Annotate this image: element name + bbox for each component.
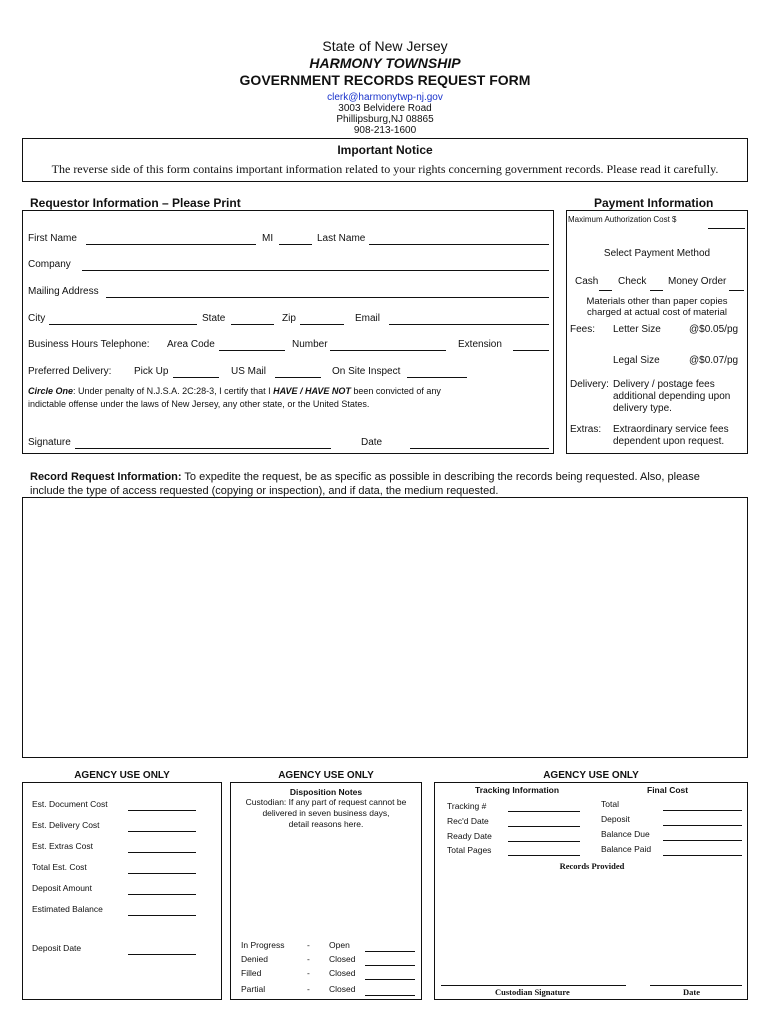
important-notice-box xyxy=(22,138,748,182)
extras-fee-label: Extras: xyxy=(570,424,602,435)
cost-item-label: Deposit Amount xyxy=(32,883,93,893)
number-label: Number xyxy=(292,339,328,350)
certification-text-a: : Under penalty of N.J.S.A. 2C:28-3, I certify that I xyxy=(73,386,274,396)
status-label: Denied xyxy=(241,954,268,964)
certification-text-line-2: indictable offense under the laws of New Jersey, any other state, or the United States. xyxy=(28,399,370,409)
area-code-label: Area Code xyxy=(167,339,215,350)
cash-field[interactable] xyxy=(599,290,612,291)
deposit-date-label: Deposit Date xyxy=(32,943,82,953)
status-field[interactable] xyxy=(365,951,415,952)
legal-size-label: Legal Size xyxy=(613,355,660,366)
status-result: Closed xyxy=(329,968,356,978)
mi-field[interactable] xyxy=(279,244,312,245)
notice-title: Important Notice xyxy=(337,143,433,157)
cash-label: Cash xyxy=(575,276,599,287)
status-dash: - xyxy=(307,968,310,978)
tracking-item-field[interactable] xyxy=(508,826,580,827)
date-field[interactable] xyxy=(410,448,549,449)
status-label: Partial xyxy=(241,984,266,994)
final-cost-label: Balance Paid xyxy=(601,844,652,854)
cost-item-field[interactable] xyxy=(128,915,196,916)
address-line-2: Phillipsburg,NJ 08865 xyxy=(336,114,434,125)
extension-field[interactable] xyxy=(513,350,549,351)
requestor-heading: Requestor Information – Please Print xyxy=(30,196,241,210)
company-field[interactable] xyxy=(82,270,549,271)
have-not-option[interactable]: HAVE NOT xyxy=(304,386,351,396)
disposition-note-3: detail reasons here. xyxy=(288,819,364,829)
final-cost-label: Total xyxy=(601,799,619,809)
state-field[interactable] xyxy=(231,324,274,325)
status-field[interactable] xyxy=(365,995,415,996)
record-request-text-2: include the type of access requested (copying or inspection), and if data, the medium requested. xyxy=(30,485,499,497)
company-label: Company xyxy=(28,259,71,270)
deposit-date-field[interactable] xyxy=(128,954,196,955)
cost-item-field[interactable] xyxy=(128,873,196,874)
have-option[interactable]: HAVE xyxy=(273,386,298,396)
status-field[interactable] xyxy=(365,965,415,966)
custodian-signature-label: Custodian Signature xyxy=(495,987,570,997)
max-auth-field[interactable] xyxy=(708,228,745,229)
cost-item-field[interactable] xyxy=(128,831,196,832)
status-dash: - xyxy=(307,940,310,950)
address-line-1: 3003 Belvidere Road xyxy=(338,103,432,114)
tracking-item-field[interactable] xyxy=(508,811,580,812)
delivery-text-1: Delivery / postage fees xyxy=(613,379,715,390)
max-auth-label: Maximum Authorization Cost $ xyxy=(568,215,677,224)
disposition-notes-title: Disposition Notes xyxy=(289,787,363,797)
phone-number: 908-213-1600 xyxy=(353,125,417,136)
us-mail-label: US Mail xyxy=(231,366,267,377)
requestor-info-box xyxy=(22,210,554,454)
custodian-signature-field[interactable] xyxy=(441,985,626,986)
record-request-text-1: To expedite the request, be as specific as possible in describing the records being requested. Also, please xyxy=(181,471,700,483)
custodian-date-label: Date xyxy=(683,987,700,997)
business-phone-label: Business Hours Telephone: xyxy=(28,339,150,350)
tracking-item-field[interactable] xyxy=(508,855,580,856)
extension-label: Extension xyxy=(458,339,502,350)
cost-item-label: Est. Delivery Cost xyxy=(32,820,100,830)
cost-item-label: Est. Extras Cost xyxy=(32,841,93,851)
pick-up-label: Pick Up xyxy=(134,366,169,377)
phone-number-field[interactable] xyxy=(330,350,446,351)
email-label: Email xyxy=(355,313,381,324)
letter-size-price: @$0.05/pg xyxy=(689,324,739,335)
area-code-field[interactable] xyxy=(219,350,285,351)
mi-label: MI xyxy=(262,233,274,244)
tracking-item-label: Rec'd Date xyxy=(447,816,489,826)
agency-tracking-box xyxy=(434,782,748,1000)
custodian-date-field[interactable] xyxy=(650,985,742,986)
cost-item-label: Est. Document Cost xyxy=(32,799,108,809)
us-mail-field[interactable] xyxy=(275,377,321,378)
select-payment-label: Select Payment Method xyxy=(603,248,711,259)
final-cost-label: Balance Due xyxy=(601,829,650,839)
last-name-field[interactable] xyxy=(369,244,549,245)
tracking-item-label: Total Pages xyxy=(447,845,492,855)
slash-separator: / xyxy=(297,386,305,396)
city-label: City xyxy=(28,313,46,324)
record-request-intro xyxy=(30,471,700,483)
status-dash: - xyxy=(307,954,310,964)
notice-text: The reverse side of this form contains important information related to your rights concerning government records. Please read it carefully. xyxy=(51,162,719,176)
status-result: Closed xyxy=(329,984,356,994)
record-request-textarea[interactable] xyxy=(22,497,748,758)
final-cost-field[interactable] xyxy=(663,840,742,841)
state-title: State of New Jersey xyxy=(322,38,448,54)
first-name-label: First Name xyxy=(28,233,77,244)
status-dash: - xyxy=(307,984,310,994)
status-field[interactable] xyxy=(365,979,415,980)
extras-text-1: Extraordinary service fees xyxy=(613,424,729,435)
agency-title-1: AGENCY USE ONLY xyxy=(74,770,170,781)
pick-up-field[interactable] xyxy=(173,377,219,378)
on-site-field[interactable] xyxy=(407,377,467,378)
status-result: Closed xyxy=(329,954,356,964)
letter-size-label: Letter Size xyxy=(613,324,661,335)
final-cost-field[interactable] xyxy=(663,810,742,811)
signature-field[interactable] xyxy=(75,448,331,449)
last-name-label: Last Name xyxy=(317,233,366,244)
delivery-text-3: delivery type. xyxy=(613,403,672,414)
record-request-label: Record Request Information: xyxy=(30,471,182,483)
cost-item-label: Estimated Balance xyxy=(32,904,103,914)
tracking-item-label: Tracking # xyxy=(447,801,487,811)
tracking-info-title: Tracking Information xyxy=(475,785,560,795)
money-order-field[interactable] xyxy=(729,290,744,291)
date-label: Date xyxy=(361,437,383,448)
state-label: State xyxy=(202,313,226,324)
tracking-item-field[interactable] xyxy=(508,841,580,842)
check-label: Check xyxy=(618,276,647,287)
first-name-field[interactable] xyxy=(86,244,256,245)
certification-statement xyxy=(28,386,441,396)
disposition-note-2: delivered in seven business days, xyxy=(262,808,390,818)
materials-text-1: Materials other than paper copies xyxy=(586,296,728,307)
disposition-note-1: Custodian: If any part of request cannot be xyxy=(245,797,407,807)
cost-item-label: Total Est. Cost xyxy=(32,862,87,872)
delivery-fee-label: Delivery: xyxy=(570,379,609,390)
form-title: GOVERNMENT RECORDS REQUEST FORM xyxy=(239,72,531,88)
agency-title-3: AGENCY USE ONLY xyxy=(543,770,639,781)
status-result: Open xyxy=(329,940,350,950)
signature-label: Signature xyxy=(28,437,71,448)
legal-size-price: @$0.07/pg xyxy=(689,355,739,366)
agency-cost-list xyxy=(22,782,222,1000)
cost-item-field[interactable] xyxy=(128,894,196,895)
fees-label: Fees: xyxy=(570,324,596,335)
delivery-text-2: additional depending upon xyxy=(613,391,731,402)
tracking-item-label: Ready Date xyxy=(447,831,492,841)
status-label: In Progress xyxy=(241,940,285,950)
email-link[interactable]: clerk@harmonytwp-nj.gov xyxy=(327,92,443,103)
preferred-delivery-label: Preferred Delivery: xyxy=(28,366,112,377)
cost-item-field[interactable] xyxy=(128,852,196,853)
materials-text-2: charged at actual cost of material xyxy=(587,307,727,318)
final-cost-label: Deposit xyxy=(601,814,630,824)
final-cost-field[interactable] xyxy=(663,825,742,826)
circle-one-label: Circle One xyxy=(28,386,74,396)
mailing-address-label: Mailing Address xyxy=(28,286,99,297)
cost-item-field[interactable] xyxy=(128,810,196,811)
zip-field[interactable] xyxy=(300,324,344,325)
final-cost-field[interactable] xyxy=(663,855,742,856)
township-title: HARMONY TOWNSHIP xyxy=(309,55,461,71)
agency-disposition-box xyxy=(230,782,422,1000)
zip-label: Zip xyxy=(282,313,296,324)
final-cost-title: Final Cost xyxy=(647,785,689,795)
on-site-label: On Site Inspect xyxy=(332,366,401,377)
payment-heading: Payment Information xyxy=(594,196,714,210)
money-order-label: Money Order xyxy=(668,276,727,287)
status-label: Filled xyxy=(241,968,262,978)
agency-title-2: AGENCY USE ONLY xyxy=(278,770,374,781)
check-field[interactable] xyxy=(650,290,663,291)
certification-text-b: been convicted of any xyxy=(350,386,441,396)
email-field[interactable] xyxy=(389,324,549,325)
records-provided-label: Records Provided xyxy=(559,861,625,871)
extras-text-2: dependent upon request. xyxy=(613,436,725,447)
city-field[interactable] xyxy=(49,324,197,325)
mailing-address-field[interactable] xyxy=(106,297,549,298)
